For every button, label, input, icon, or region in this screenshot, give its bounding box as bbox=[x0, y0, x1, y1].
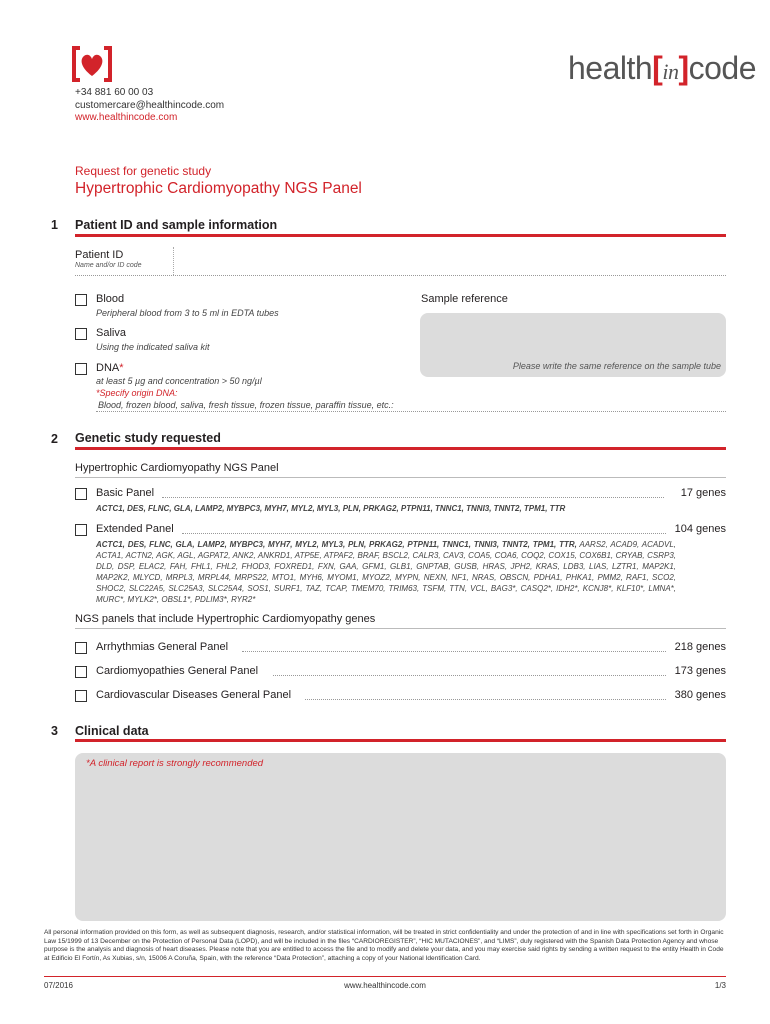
dna-label-wrap bbox=[96, 362, 124, 374]
email-link[interactable]: customercare@healthincode.com bbox=[75, 99, 225, 111]
dna-checkbox[interactable] bbox=[75, 363, 87, 375]
section2-rule bbox=[75, 447, 726, 450]
dna-origin-field[interactable] bbox=[96, 411, 726, 412]
sample-reference-label: Sample reference bbox=[421, 293, 508, 305]
brand-in: in bbox=[662, 59, 679, 84]
arrhythmias-panel-label: Arrhythmias General Panel bbox=[96, 641, 229, 653]
sample-reference-note: Please write the same reference on the sample tube bbox=[512, 361, 721, 371]
section3-number: 3 bbox=[51, 724, 58, 738]
footer-date: 07/2016 bbox=[44, 981, 73, 990]
cardiovascular-panel-checkbox[interactable] bbox=[75, 690, 87, 702]
phone-text: +34 881 60 00 03 bbox=[75, 87, 154, 98]
basic-gene-list bbox=[96, 503, 726, 514]
basic-panel-count: 17 genes bbox=[680, 487, 726, 499]
subheading-rule bbox=[75, 477, 726, 478]
footer-rule bbox=[44, 976, 726, 977]
section2-heading: Genetic study requested bbox=[75, 431, 221, 445]
dna-star: * bbox=[119, 362, 124, 374]
saliva-label: Saliva bbox=[96, 327, 126, 339]
extended-panel-label: Extended Panel bbox=[96, 523, 174, 535]
footer-website[interactable]: www.healthincode.com bbox=[344, 981, 426, 990]
section3-rule bbox=[75, 739, 726, 742]
website-link[interactable]: www.healthincode.com bbox=[75, 112, 178, 123]
extended-panel-count: 104 genes bbox=[674, 523, 726, 535]
brand-wordmark: health[in]code bbox=[567, 50, 756, 86]
clinical-note: *A clinical report is strongly recommended bbox=[86, 758, 264, 769]
arrhythmias-panel-count: 218 genes bbox=[674, 641, 726, 653]
basic-genes: ACTC1, DES, FLNC, GLA, LAMP2, MYBPC3, MYH7, MYL2, MYL3, PLN, PRKAG2, PTPN11, TNNC1, TNNI3, TNNT2, TPM1, TTR bbox=[96, 504, 566, 513]
dna-specify: *Specify origin DNA: bbox=[96, 388, 178, 398]
blood-label: Blood bbox=[96, 293, 125, 305]
privacy-notice: All personal information provided on this form, as well as subsequent diagnosis, research, and/or statistical information, will be treated in strict confidentiality and under the protection of and in line with specifications set forth in Organic Law 15/1999 of 13 December on the Protection of Personal Data (LOPD), and will be included in the files “CARDIOREGISTER”, “HIC MUTACIONES”, and “LIMS”, duly registered with the Spanish Data Protection Agency and whose purpose is the analysis and diagnosis of heart diseases. Please note that you are entitled to access the file and to modify and delete your data, and you may exercise said rights by sending a written request to the entity Health in Code at Edificio El Fortín, As Xubias, s/n, 15006 A Coruña, Spain, with the reference “Data Protection”, attaching a copy of your National Identification Card. bbox=[44, 929, 724, 962]
request-label: Request for genetic study bbox=[75, 164, 212, 178]
panel-subheading: Hypertrophic Cardiomyopathy NGS Panel bbox=[75, 462, 279, 474]
extended-gene-list bbox=[96, 539, 676, 605]
saliva-desc: Using the indicated saliva kit bbox=[96, 342, 210, 352]
ngs-heading-rule bbox=[75, 628, 726, 629]
patient-id-hint: Name and/or ID code bbox=[75, 262, 142, 269]
cardiovascular-panel-count: 380 genes bbox=[674, 689, 726, 701]
blood-checkbox[interactable] bbox=[75, 294, 87, 306]
arrhythmias-panel-checkbox[interactable] bbox=[75, 642, 87, 654]
section1-number: 1 bbox=[51, 218, 58, 232]
extended-genes-rest: AARS2, ACAD9, ACADVL, ACTA1, ACTN2, AGK, AGL, AGPAT2, ANK2, ANKRD1, ATP5E, ATPAF2, BRAF, BSCL2, CALR3, CAV3, COA5, COA6, COQ2, COX15, COX6B1, CRYAB, CSRP3, DLD, DSP, ELAC2, FAH, FHL1, FHL2, FHOD3, FOXRED1, FXN, GAA, GFM1, GLB1, GNPTAB, GUSB, HRAS, JPH2, KRAS, LDB3, LIAS, LZTR1, MAP2K1, MAP2K2, MLYCD, MRPL3, MRPL44, MRPS22, MTO1, MYH6, MYOM1, MYOZ2, MYPN, NEXN, NF1, NRAS, OBSCN, PDHA1, PHKA1, PMM2, RAF1, SCO2, SHOC2, SLC22A5, SLC25A3, SLC25A4, SOS1, SURF1, TAZ, TCAP, TMEM70, TRIM63, TSFM, TTN, VCL, BAG3*, CASQ2*, IDH2*, KCNJ8*, KLF10*, LMNA*, MURC*, MYLK2*, OBSL1*, PDLIM3*, RYR2* bbox=[96, 540, 676, 604]
section2-number: 2 bbox=[51, 432, 58, 446]
patient-id-field[interactable] bbox=[75, 275, 726, 276]
section1-rule bbox=[75, 234, 726, 237]
cardiomyopathies-panel-label: Cardiomyopathies General Panel bbox=[96, 665, 259, 677]
extended-genes-core: ACTC1, DES, FLNC, GLA, LAMP2, MYBPC3, MYH7, MYL2, MYL3, PLN, PRKAG2, PTPN11, TNNC1, TNNI3, TNNT2, TPM1, TTR, bbox=[96, 540, 577, 549]
ngs-heading: NGS panels that include Hypertrophic Cardiomyopathy genes bbox=[75, 613, 376, 625]
cardiomyopathies-leader bbox=[273, 675, 666, 676]
dna-desc: at least 5 µg and concentration > 50 ng/µl bbox=[96, 376, 262, 386]
extended-panel-checkbox[interactable] bbox=[75, 524, 87, 536]
patient-id-label: Patient ID bbox=[75, 249, 124, 261]
dna-examples: Blood, frozen blood, saliva, fresh tissue, frozen tissue, paraffin tissue, etc.: bbox=[98, 400, 394, 410]
cardiovascular-leader bbox=[305, 699, 666, 700]
arrhythmias-leader bbox=[242, 651, 666, 652]
basic-panel-label: Basic Panel bbox=[96, 487, 155, 499]
brand-health: health bbox=[567, 50, 653, 86]
cardiomyopathies-panel-count: 173 genes bbox=[674, 665, 726, 677]
dna-label: DNA bbox=[96, 362, 120, 374]
footer-page: 1/3 bbox=[714, 981, 726, 990]
basic-panel-checkbox[interactable] bbox=[75, 488, 87, 500]
basic-leader bbox=[162, 497, 664, 498]
section1-heading: Patient ID and sample information bbox=[75, 218, 278, 232]
clinical-data-field[interactable] bbox=[75, 753, 726, 921]
extended-leader bbox=[182, 533, 666, 534]
heart-in-brackets-logo bbox=[72, 46, 112, 82]
brand-code: code bbox=[688, 50, 756, 86]
saliva-checkbox[interactable] bbox=[75, 328, 87, 340]
section3-heading: Clinical data bbox=[75, 724, 149, 738]
cardiovascular-panel-label: Cardiovascular Diseases General Panel bbox=[96, 689, 292, 701]
cardiomyopathies-panel-checkbox[interactable] bbox=[75, 666, 87, 678]
blood-desc: Peripheral blood from 3 to 5 ml in EDTA tubes bbox=[96, 308, 279, 318]
form-title: Hypertrophic Cardiomyopathy NGS Panel bbox=[75, 180, 362, 197]
contact-block bbox=[75, 87, 224, 125]
patient-id-divider bbox=[173, 247, 175, 275]
